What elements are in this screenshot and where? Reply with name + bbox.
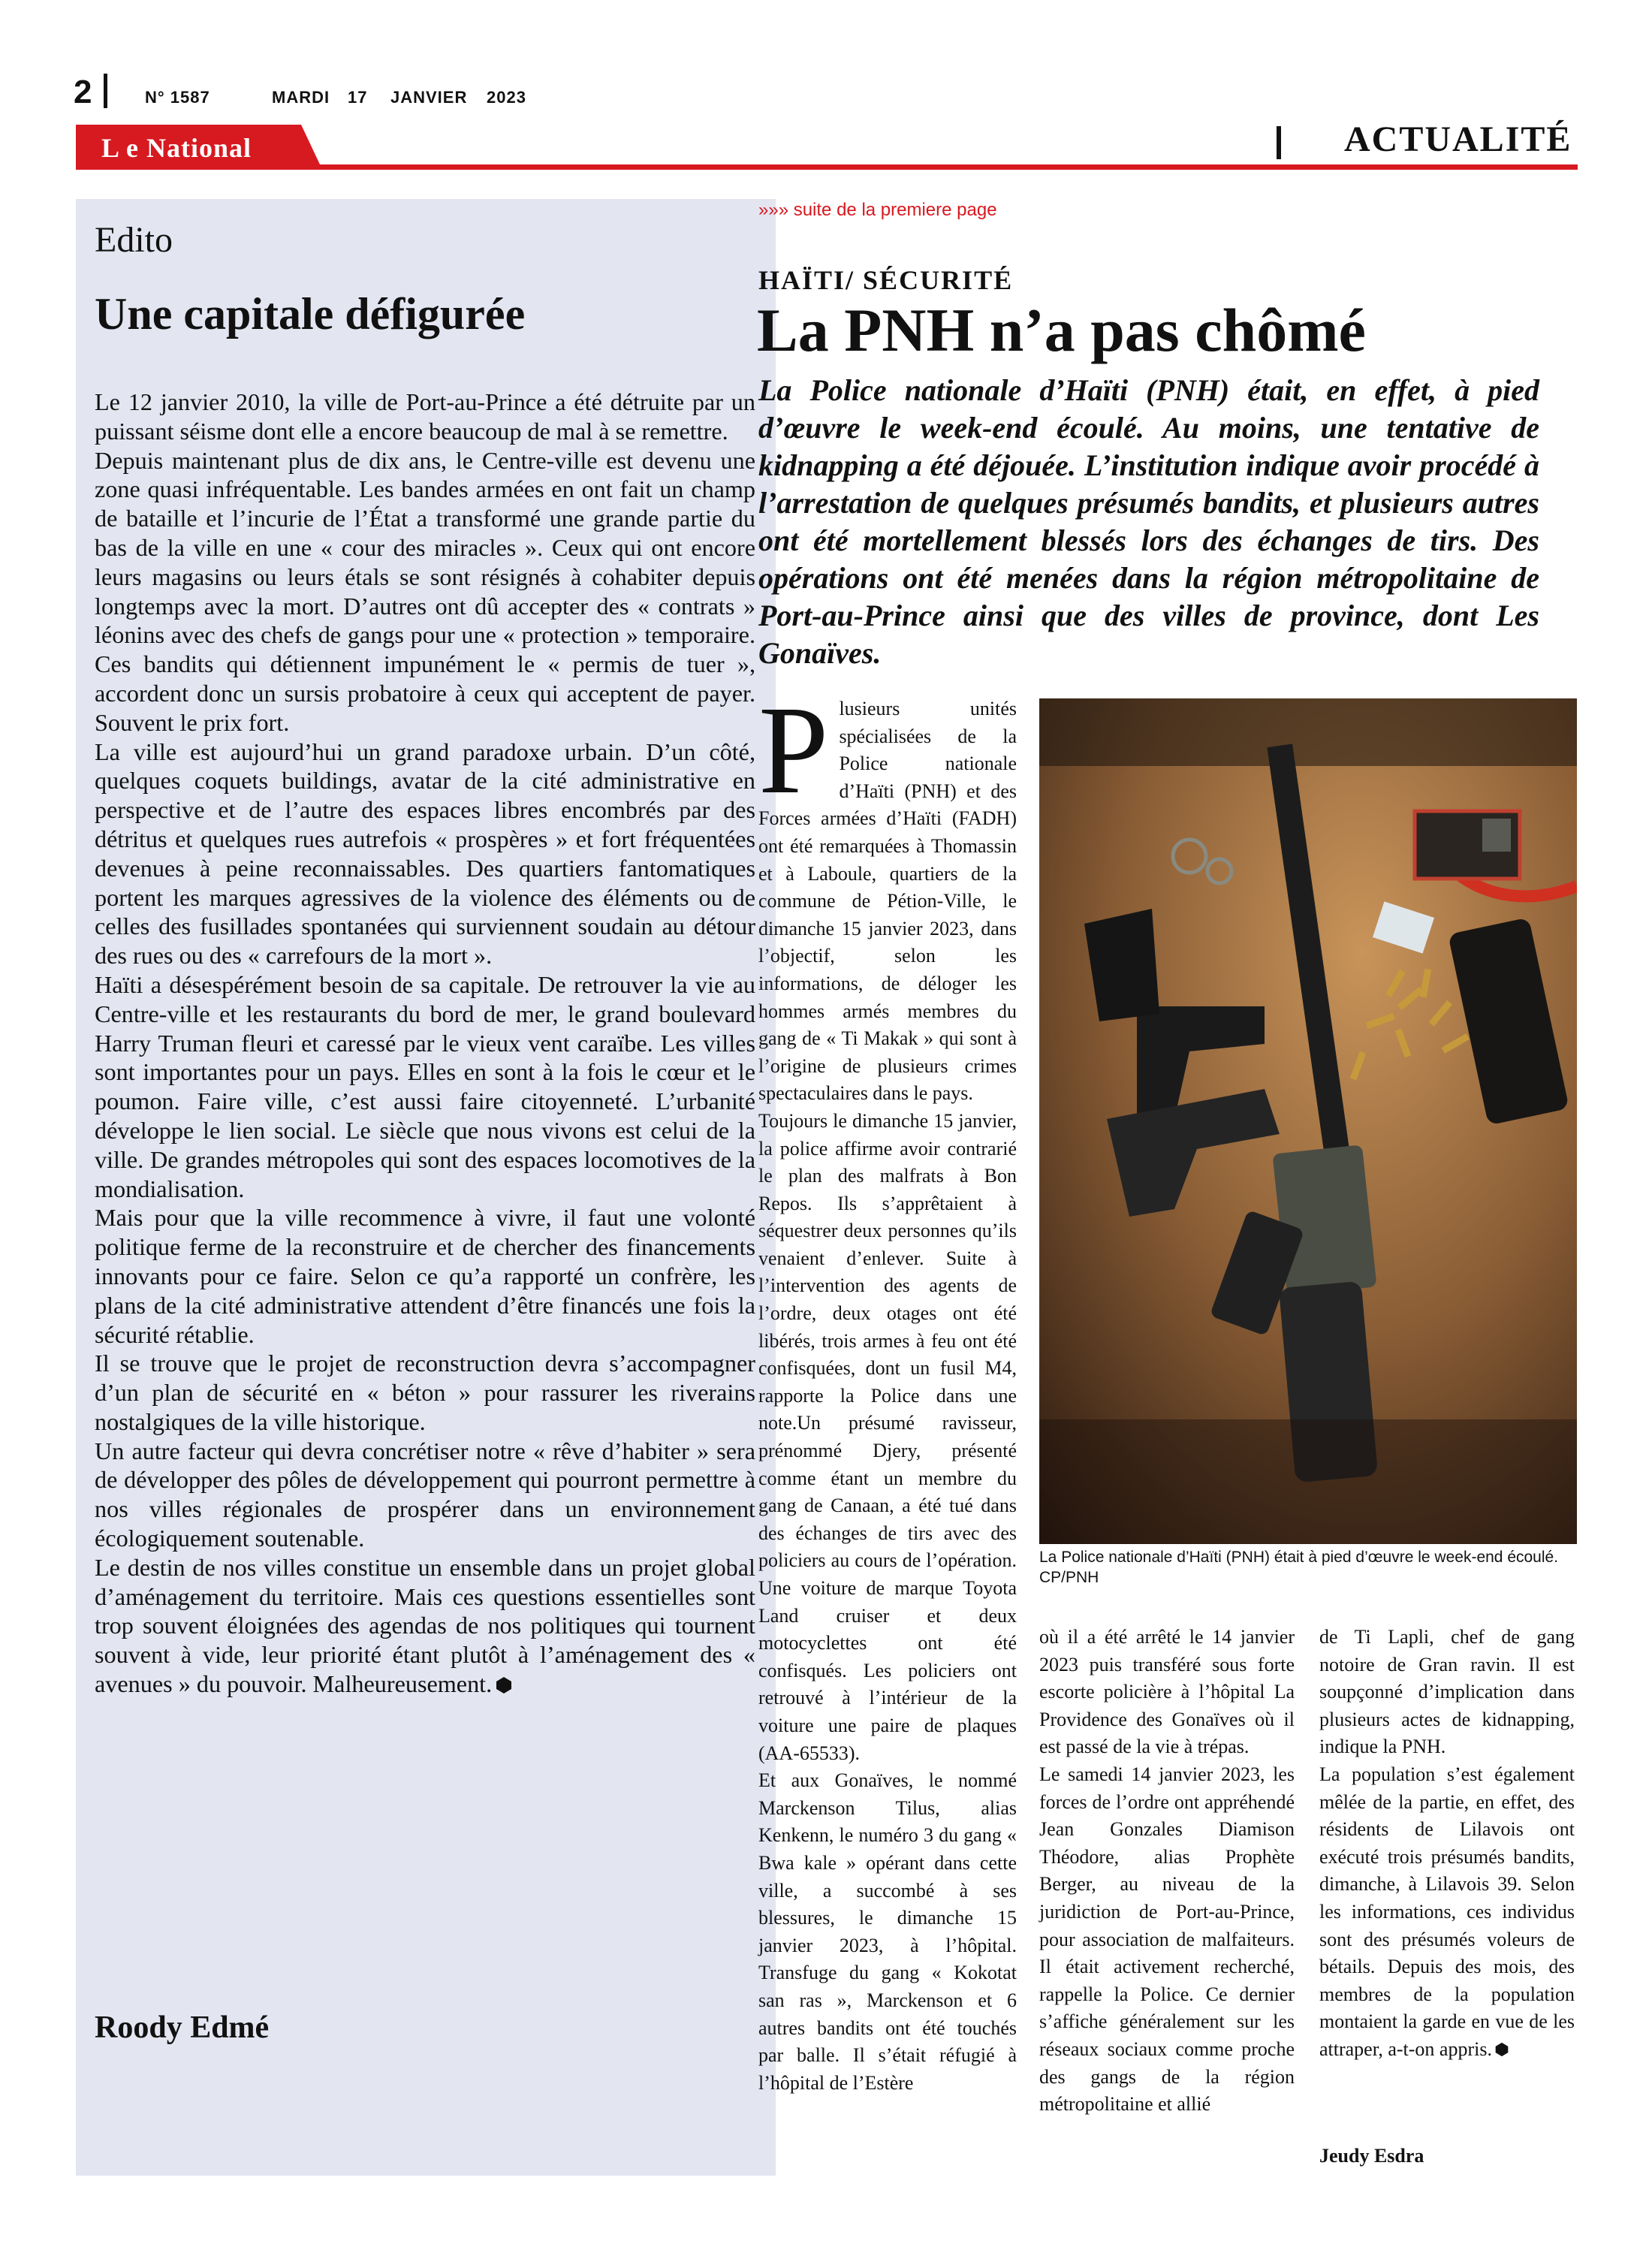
date-day-number: 17 xyxy=(348,88,368,107)
article-first-text: lusieurs unités spécialisées de la Police nationale d’Haïti (PNH) et des Forces armées d’Haïti (FADH) ont été remarquées à Thomassin et à Laboule, quartiers de la commune de Pétion-Ville, le dimanche 15 janvier 2023, dans l’objectif, selon les informations, de déloger les hommes armés membres du gang de « Ti Makak » qui sont à l’origine de plusieurs crimes spectaculaires dans le pays. xyxy=(758,698,1017,1105)
edito-paragraph: Le 12 janvier 2010, la ville de Port-au-Prince a été détruite par un puissant séisme dont elle a encore beaucoup de mal à se remettre. xyxy=(95,388,755,445)
article-lead: La Police nationale d’Haïti (PNH) était, en effet, à pied d’œuvre le week-end écoulé. Au moins, une tentative de kidnapping a été déjouée. L’institution indique avoir procédé à l’arrestation de quelques présumés bandits, et plusieurs autres ont été mortellement blessés lors des échanges de tirs. Des opérations ont été menées dans la région métropolitaine de Port-au-Prince ainsi que des villes de province, dont Les Gonaïves. xyxy=(758,373,1539,670)
article-author: Jeudy Esdra xyxy=(1319,2145,1424,2167)
edito-paragraph: Haïti a désespérément besoin de sa capitale. De retrouver la vie au Centre-ville et les restaurants du bord de mer, le grand boulevard Harry Truman fleuri et caressé par le vieux vent caraïbe. Les villes sont importantes pour un pays. Elles en sont à la fois le cœur et le poumon. Faire ville, c’est aussi faire citoyenneté. L’urbanité développe le lien social. Le siècle que nous vivons est celui de la ville. De grandes métropoles qui sont des espaces locomotives de la mondialisation. xyxy=(95,970,755,1202)
edito-paragraph: Depuis maintenant plus de dix ans, le Centre-ville est devenu une zone quasi infréquentable. Les bandes armées en ont fait un champ de bataille et l’incurie de l’État a transformé une grande partie du bas de la ville en une « cour des miracles ». Ceux qui ont encore leurs magasins ou leurs étals se sont résignés à cohabiter depuis longtemps avec la mort. D’autres ont dû accepter des « contrats » léonins avec des chefs de gangs pour une « protection » temporaire. Ces bandits qui détiennent impunément le « permis de tuer », accordent donc un sursis probatoire à ceux qui acceptent de payer. Souvent le prix fort. xyxy=(95,446,755,736)
article-paragraph: Le samedi 14 janvier 2023, les forces de l’ordre ont appréhendé Jean Gonzales Diamison Théodore, alias Prophète Berger, au niveau de la juridiction de Port-au-Prince, pour association de malfaiteurs. Il était activement recherché, rappelle la Police. Ce dernier s’affiche généralement sur les réseaux sociaux comme proche des gangs de la région métropolitaine et allié xyxy=(1039,1763,1295,2116)
edito-paragraph: Un autre facteur qui devra concrétiser notre « rêve d’habiter » sera de développer des pôles de développement qui pourront permettre à nos villes régionales de prospérer dans un environnement écologiquement soutenable. xyxy=(95,1437,755,1552)
article-paragraph-last xyxy=(1319,1761,1575,2064)
issue-number: N° 1587 xyxy=(145,88,210,107)
edito-title: Une capitale défigurée xyxy=(95,289,526,339)
page-number: 2 xyxy=(74,74,92,110)
edito-body xyxy=(95,388,755,1699)
date-day: MARDI xyxy=(272,88,330,107)
edito-paragraph: Il se trouve que le projet de reconstruction devra s’accompagner d’un plan de sécurité en « béton » pour rassurer les riverains nostalgiques de la ville historique. xyxy=(95,1350,755,1435)
drop-cap: P xyxy=(758,680,829,820)
weapons-photo xyxy=(1039,698,1577,1544)
article-paragraph: où il a été arrêté le 14 janvier 2023 puis transféré sous forte escorte policière à l’hôpital La Providence des Gonaïves où il est passé de la vie à trépas. xyxy=(1039,1626,1295,1758)
continued-note: »»» suite de la premiere page xyxy=(758,200,997,220)
article-paragraph: Toujours le dimanche 15 janvier, la police affirme avoir contrarié le plan des malfrats à Bon Repos. Ils s’apprêtaient à séquestrer deux personnes qu’ils venaient d’enlever. Suite à l’intervention des agents de l’ordre, deux otages ont été libérés, trois armes à feu ont été confisquées, dont un fusil M4, rapporte la Police dans une note.Un présumé ravisseur, prénommé Djery, présenté comme étant un membre du gang de Canaan, a été tué dans des échanges de tirs avec des policiers au cours de l’opération. Une voiture de marque Toyota Land cruiser et deux motocyclettes ont été confisqués. Les policiers ont retrouvé à l’intérieur de la voiture une paire de plaques (AA-65533). xyxy=(758,1109,1017,1764)
article-headline: La PNH n’a pas chômé xyxy=(757,296,1366,364)
article-column-1 xyxy=(758,680,1017,2097)
edito-author: Roody Edmé xyxy=(95,2010,270,2045)
article-last-text: La population s’est également mêlée de la partie, en effet, des résidents de Lilavois ont exécuté trois présumés bandits, dimanche, à Lilavois 39. Selon les informations, ces individus sont des présumés voleurs de bétails. Depuis des mois, des membres de la population montaient la garde en vue de les attraper, a-t-on appris. xyxy=(1319,1763,1575,2060)
end-mark-icon xyxy=(495,1676,513,1694)
edito-last-text: Le destin de nos villes constitue un ensemble dans un projet global d’aménagement du territoire. Mais ces questions essentielles sont trop souvent éloignées des agendas de nos politiques qui tournent souvent à vide, leur priorité étant plutôt à l’aménagement des « avenues » du pouvoir. Malheureusement. xyxy=(95,1553,755,1698)
date-year: 2023 xyxy=(487,88,526,107)
article-column-2 xyxy=(1039,1624,1295,2119)
edito-paragraph-last xyxy=(95,1553,755,1699)
newspaper-brand: L e National xyxy=(101,133,252,163)
edito-paragraph: La ville est aujourd’hui un grand paradoxe urbain. D’un côté, quelques coquets buildings, avatar de la cité administrative en perspective et de l’autre des espaces libres encombrés par des détritus et quelques rues autrefois « prospères » et fort fréquentées devenues à peine reconnaissables. Des quartiers fantomatiques portent les marques agressives de la violence des éléments ou de celles des fusillades spontanées qui surviennent soudain au détour des rues ou des « carrefours de la mort ». xyxy=(95,737,755,970)
article-paragraph xyxy=(758,680,1017,1108)
edito-label: Edito xyxy=(95,220,173,260)
article-kicker: HAÏTI/ SÉCURITÉ xyxy=(758,265,1014,295)
photo-caption: La Police nationale d’Haïti (PNH) était à pied d’œuvre le week-end écoulé. CP/PNH xyxy=(1039,1549,1559,1586)
end-mark-icon xyxy=(1494,2042,1509,2057)
edito-paragraph: Mais pour que la ville recommence à vivre, il faut une volonté politique ferme de la reconstruire et de chercher des financements innovants pour ce faire. Selon ce qu’a rapporté un confrère, les plans de la cité administrative attendent d’être financés une fois la sécurité rétablie. xyxy=(95,1204,755,1348)
article-paragraph: de Ti Lapli, chef de gang notoire de Gran ravin. Il est soupçonné d’implication dans plusieurs actes de kidnapping, indique la PNH. xyxy=(1319,1626,1575,1758)
article-paragraph: Et aux Gonaïves, le nommé Marckenson Tilus, alias Kenkenn, le numéro 3 du gang « Bwa kale » opérant dans cette ville, a succombé à ses blessures, le dimanche 15 janvier 2023, à l’hôpital. Transfuge du gang « Kokotat san ras », Marckenson et 6 autres bandits ont été touchés par balle. Il s’était réfugié à l’hôpital de l’Estère xyxy=(758,1769,1017,2094)
section-divider xyxy=(1277,126,1281,159)
article-column-3 xyxy=(1319,1624,1575,2064)
date-month: JANVIER xyxy=(390,88,468,107)
section-title: ACTUALITÉ xyxy=(1344,119,1572,159)
page-number-divider xyxy=(104,74,107,108)
